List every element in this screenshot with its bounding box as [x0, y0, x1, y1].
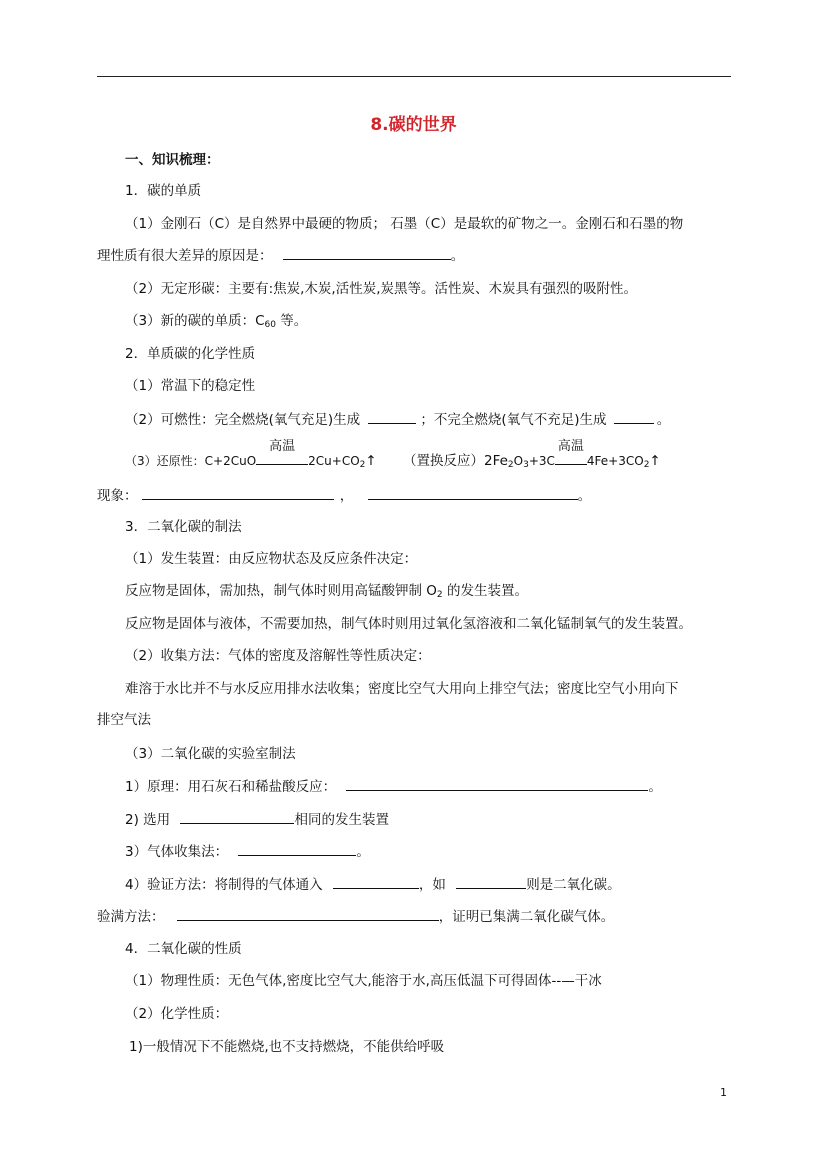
paragraph-chemical-properties: （2）化学性质：	[125, 1006, 229, 1022]
answer-blank[interactable]	[238, 841, 356, 856]
answer-blank[interactable]	[283, 245, 451, 260]
paragraph-reduction: （3）还原性：C+2CuO 高温 $2Cu+CO_2↑$ （置换反应）$2Fe_2O_3+3C$ 高温 $4Fe+3CO_2↑$	[125, 439, 661, 470]
paragraph-collection-detail-cont: 排空气法	[97, 712, 151, 728]
answer-blank[interactable]	[333, 874, 419, 889]
subheading-co2-properties: 4．二氧化碳的性质	[125, 941, 242, 957]
paragraph-collection-detail: 难溶于水比并不与水反应用排水法收集；密度比空气大用向上排空气法；密度比空气小用向下	[125, 681, 679, 697]
answer-blank[interactable]	[180, 809, 294, 824]
reaction-condition: 高温	[555, 451, 587, 471]
answer-blank[interactable]	[368, 409, 416, 424]
page-number: 1	[720, 1086, 727, 1099]
answer-blank[interactable]	[346, 776, 648, 791]
paragraph-collection: （2）收集方法：气体的密度及溶解性等性质决定：	[125, 648, 431, 664]
section-heading: 一、知识梳理：	[125, 152, 220, 168]
subheading-carbon-elements: 1．碳的单质	[125, 183, 202, 199]
paragraph-apparatus-select: 2) 选用 相同的发生装置	[125, 809, 389, 830]
paragraph-stability: （1）常温下的稳定性	[125, 378, 256, 394]
paragraph-solid-liquid: 反应物是固体与液体，不需要加热，制气体时则用过氧化氢溶液和二氧化锰制氧气的发生装置。	[125, 616, 692, 632]
paragraph-physical-properties: （1）物理性质：无色气体,密度比空气大,能溶于水,高压低温下可得固体--—干冰	[125, 973, 602, 989]
subheading-chemical-properties: 2．单质碳的化学性质	[125, 346, 256, 362]
answer-blank[interactable]	[456, 874, 526, 889]
answer-blank[interactable]	[614, 409, 654, 424]
paragraph-principle: 1）原理：用石灰石和稀盐酸反应： 。	[125, 776, 662, 797]
answer-blank[interactable]	[142, 485, 334, 500]
paragraph-diamond-graphite: （1）金刚石（C）是自然界中最硬的物质； 石墨（C）是最软的矿物之一。金刚石和石墨的物	[125, 216, 684, 232]
paragraph-full-check: 验满方法： ，证明已集满二氧化碳气体。	[97, 906, 614, 927]
paragraph-verification: 4）验证方法：将制得的气体通入 ，如 则是二氧化碳。	[125, 874, 621, 895]
paragraph-amorphous-carbon: （2）无定形碳：主要有:焦炭,木炭,活性炭,炭黑等。活性炭、木炭具有强烈的吸附性。	[125, 281, 638, 297]
paragraph-apparatus: （1）发生装置：由反应物状态及反应条件决定：	[125, 551, 418, 567]
paragraph-combustion: （2）可燃性：完全燃烧(氧气充足)生成 ；不完全燃烧(氧气不充足)生成 。	[125, 409, 670, 430]
reaction-condition: 高温	[256, 451, 308, 471]
paragraph-non-combustible: 1)一般情况下不能燃烧,也不支持燃烧，不能供给呼吸	[129, 1039, 445, 1055]
paragraph-gas-collection: 3）气体收集法： 。	[125, 841, 370, 862]
subheading-co2-preparation: 3．二氧化碳的制法	[125, 519, 242, 535]
header-rule	[97, 76, 731, 77]
paragraph-phenomenon: 现象： ， 。	[97, 485, 591, 506]
paragraph-diamond-graphite-cont: 理性质有很大差异的原因是： 。	[97, 245, 464, 266]
page-title: 8.碳的世界	[370, 115, 457, 135]
paragraph-lab-preparation: （3）二氧化碳的实验室制法	[125, 746, 296, 762]
answer-blank[interactable]	[368, 485, 578, 500]
paragraph-solid-heating: 反应物是固体，需加热，制气体时则用高锰酸钾制 $O_2$ 的发生装置。	[125, 583, 528, 600]
answer-blank[interactable]	[177, 906, 439, 921]
paragraph-new-carbon: （3）新的碳的单质：$C_{60}$ 等。	[125, 313, 308, 330]
